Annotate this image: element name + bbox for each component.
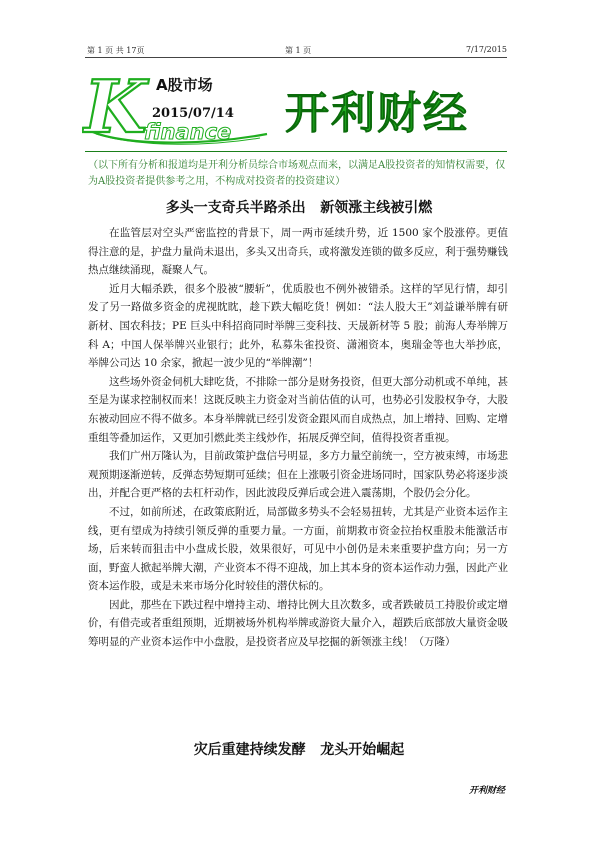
- article-body: [88, 224, 508, 652]
- article-paragraph: 因此，那些在下跌过程中增持主动、增持比例大且次数多，或者跌破员工持股价或定增价，有借壳或者重组预期，近期被场外机构举牌或游资大量介入，超跌后底部放大量资金吸筹明显的产业资本运作中小盘股，是投资者应及早挖掘的新领涨主线！（万隆）: [88, 598, 508, 649]
- header-page-info: 第 1 页 共 17页: [87, 46, 145, 55]
- logo-market-label: A股市场: [156, 76, 213, 94]
- article-paragraph: 我们广州万隆认为，目前政策护盘信号明显，多方力量空前统一，空方被束缚，市场悲观预期逐渐逆转，反弹态势短期可延续；但在上涨吸引资金进场同时，国家队势必将逐步淡出，并配合更严格的去杠杆动作，因此波段反弹后或会进入震荡期，个股仍会分化。: [88, 450, 508, 500]
- article-paragraph: 近月大幅杀跌，很多个股被“腰斩”，优质股也不例外被错杀。这样的罕见行情，却引发了另一路做多资金的虎视眈眈，趁下跌大幅吃货！例如：“法人股大王”刘益谦举牌有研新材、国农科技；PE 巨头中科招商同时举牌三变科技、天晟新材等 5 股；前海人寿举牌万科 A；中国人保举牌兴业银行；此外，私募朱雀投资、潇湘资本，奥瑞金等也大举抄底，举牌公司达 10 余家，掀起一波少见的“举牌潮”！: [88, 282, 508, 370]
- logo-date: 2015/07/14: [152, 106, 234, 121]
- article-title: 多头一支奇兵半路杀出 新领涨主线被引燃: [165, 200, 433, 216]
- header-date: 7/17/2015: [465, 45, 507, 54]
- next-article-title: 灾后重建持续发酵 龙头开始崛起: [193, 742, 405, 758]
- article-paragraph: 不过，如前所述，在政策底附近，局部做多势头不会轻易扭转，尤其是产业资本运作主线，更有望成为持续引领反弹的重要力量。一方面，前期救市资金拉抬权重股未能激活市场，后来转而狙击中小盘成长股，效果很好，可见中小创仍是未来重要护盘方向；另一方面，野蛮人掀起举牌大潮，产业资本不得不迎战，加上其本身的资本运作动力强，因此产业资本运作股，或是未来市场分化时较佳的潜伏标的。: [88, 505, 508, 593]
- logo-finance-word: finance: [144, 120, 232, 144]
- logo-k-letter: K: [84, 68, 147, 148]
- disclaimer-notice: （以下所有分析和报道均是开利分析员综合市场观点而来，以满足A股投资者的知情权需要，仅为A股投资者提供参考之用，不构成对投资者的投资建议）: [88, 160, 506, 187]
- brand-divider: [85, 151, 507, 152]
- article-paragraph: 在监管层对空头严密监控的背景下，周一两市延续升势，近 1500 家个股涨停。更值得注意的是，护盘力量尚未退出，多头又出奇兵，或将激发连锁的做多反应，利于强势赚钱热点继续涌现，凝聚人气。: [88, 227, 508, 277]
- header-divider: [85, 57, 507, 58]
- brand-title: 开利财经: [285, 88, 469, 139]
- article-paragraph: 这些场外资金伺机大肆吃货，不排除一部分是财务投资，但更大部分动机或不单纯，甚至是为谋求控制权而来！这既反映主力资金对当前估值的认可，也势必引发股权争夺，大股东被动回应不得不做多。本身举牌就已经引发资金跟风而自成热点，加上增持、回购、定增重组等叠加运作，又更加引燃此类主线炒作，拓展反弹空间，值得投资者重视。: [88, 375, 508, 444]
- footer-brand: 开利财经: [468, 786, 505, 796]
- header-page-number: 第 1 页: [285, 46, 312, 55]
- kfinance-logo: [82, 68, 282, 148]
